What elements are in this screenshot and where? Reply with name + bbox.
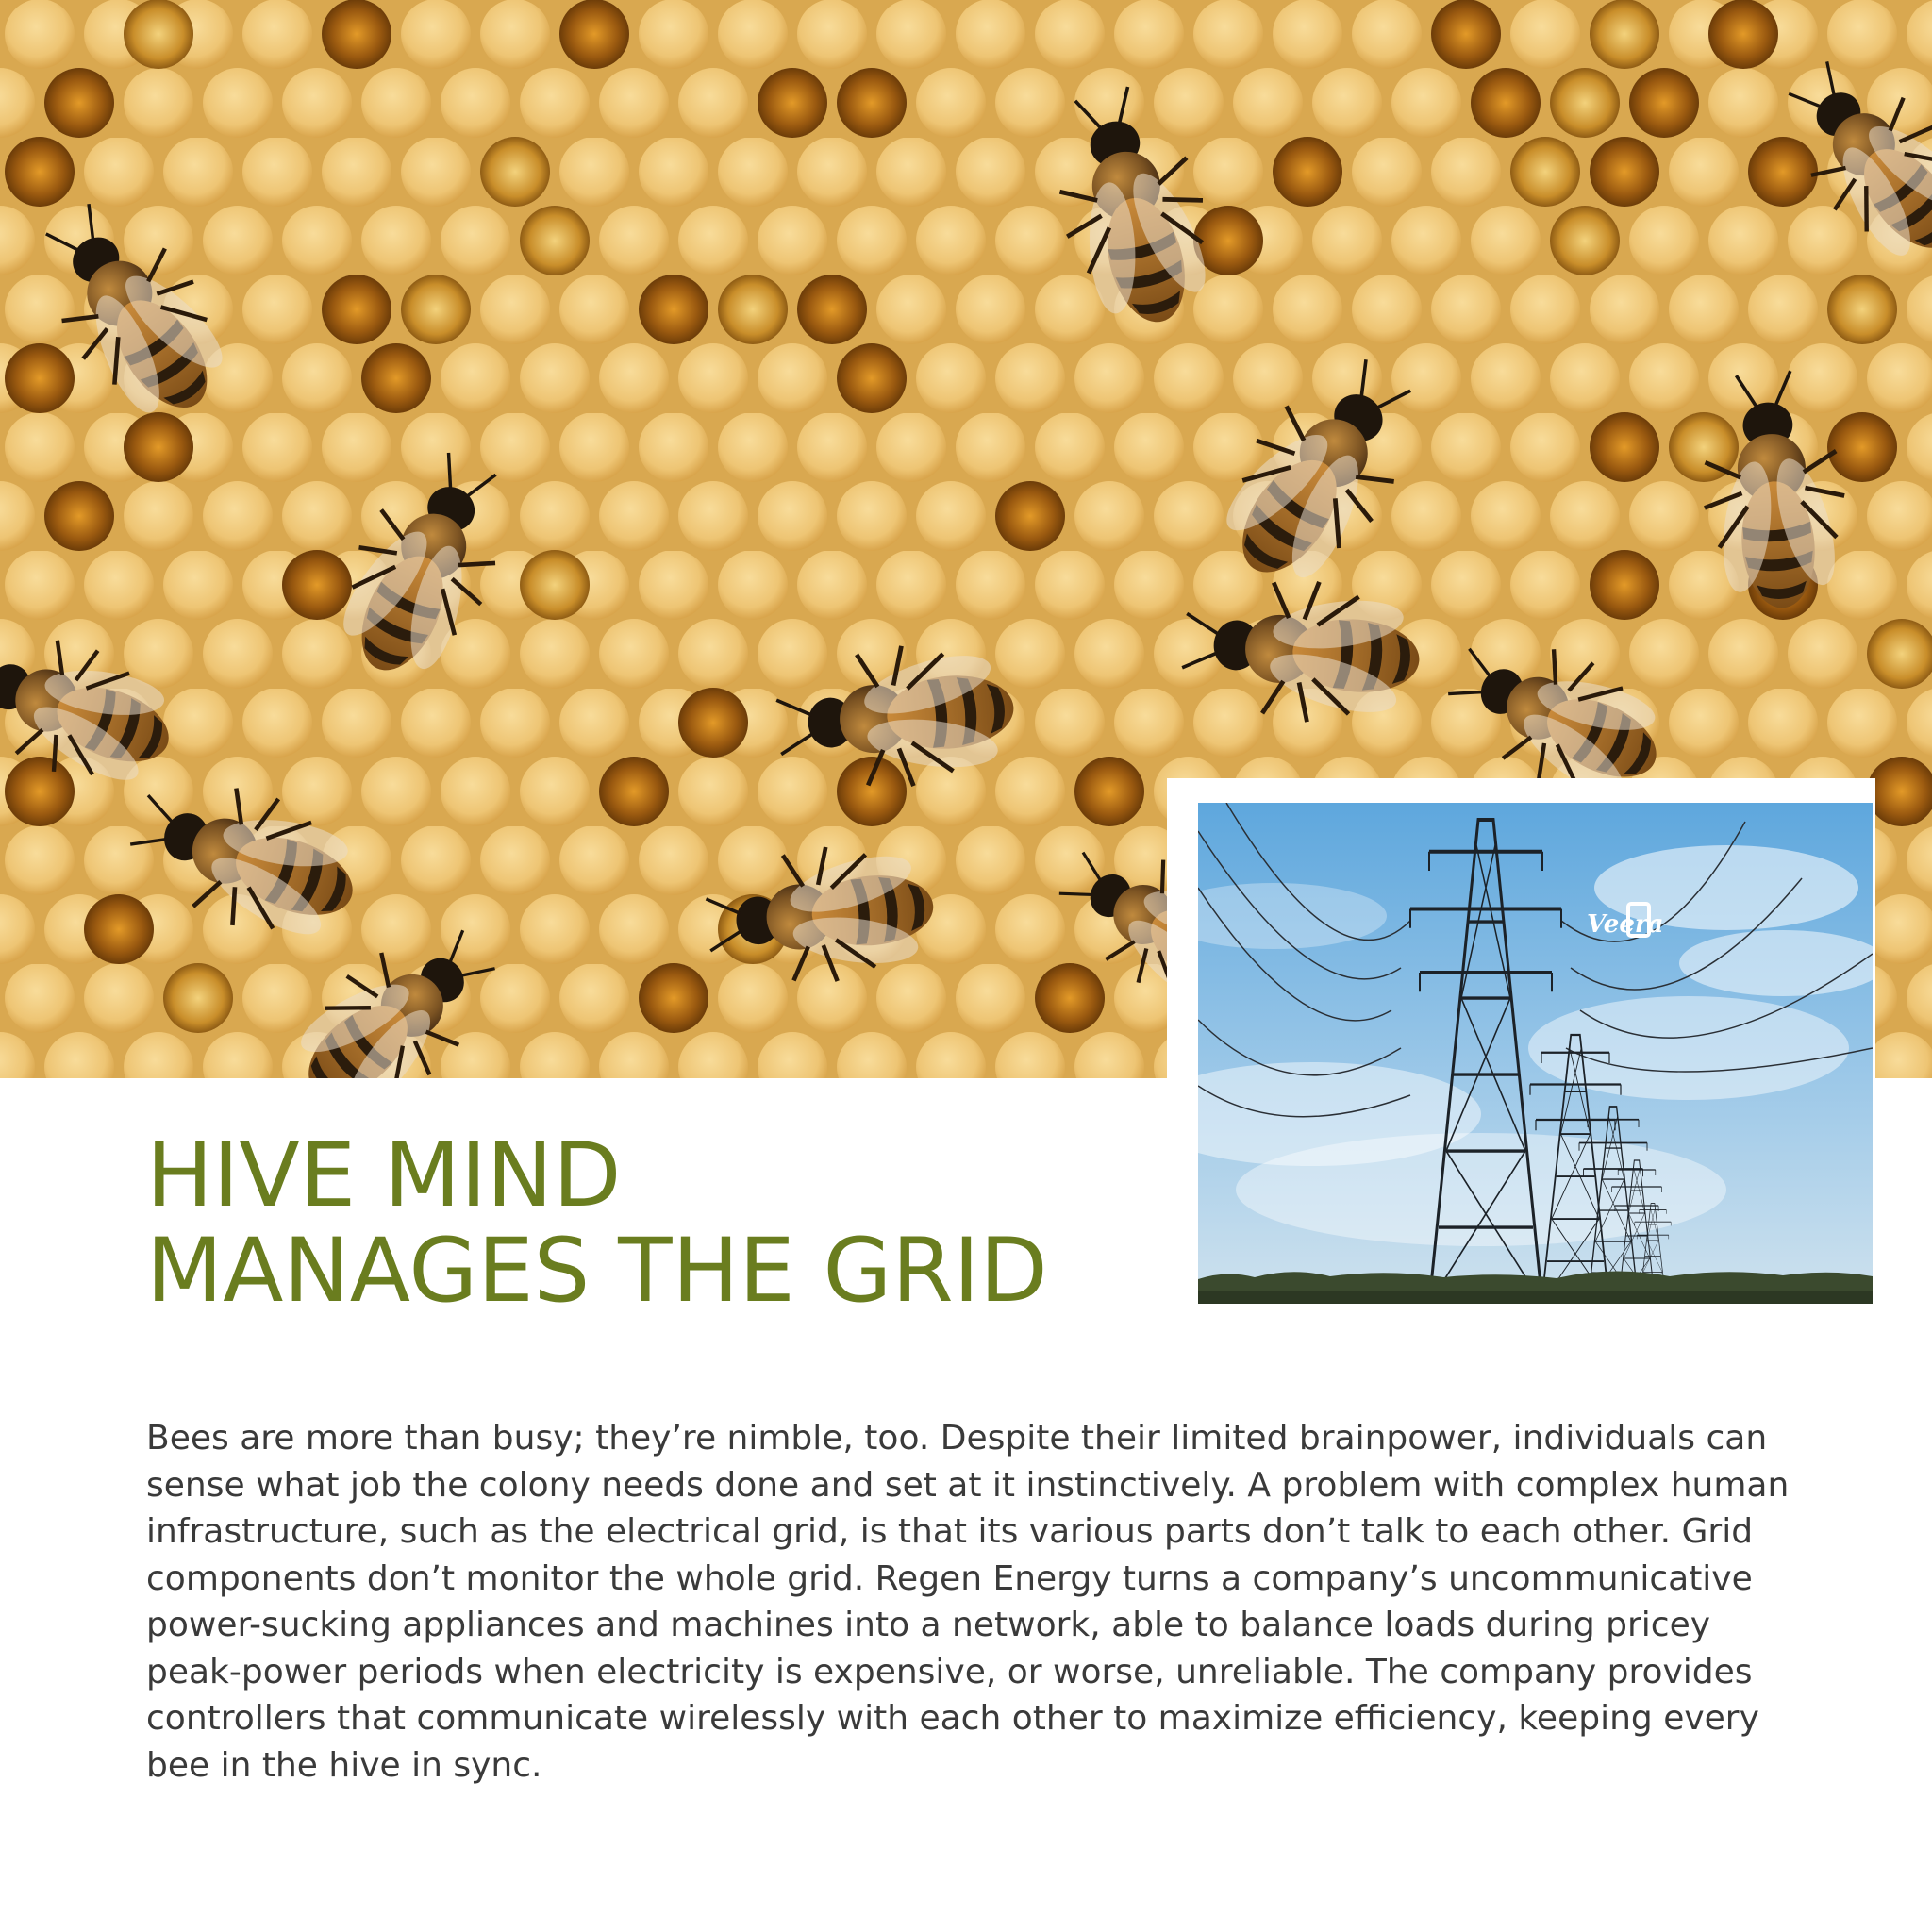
svg-text:Veera: Veera: [1587, 910, 1664, 939]
power-pylons-photo: [1198, 803, 1873, 1304]
headline-line-2: MANAGES THE GRID: [146, 1220, 1048, 1323]
headline-line-1: HIVE MIND: [146, 1124, 622, 1227]
headline: [146, 1124, 1048, 1323]
body-paragraph: Bees are more than busy; they’re nimble, too. Despite their limited brainpower, individuals can sense what job the colony needs done and set at it instinctively. A problem with complex human infrastructure, such as the electrical grid, is that its various parts don’t talk to each other. Grid components don’t monitor the whole grid. Regen Energy turns a company’s uncommunicative power-sucking appliances and machines into a network, able to balance loads during pricey peak-power periods when electricity is expensive, or worse, unreliable. The company provides controllers that communicate wirelessly with each other to maximize efficiency, keeping every bee in the hive in sync.: [146, 1419, 1790, 1785]
